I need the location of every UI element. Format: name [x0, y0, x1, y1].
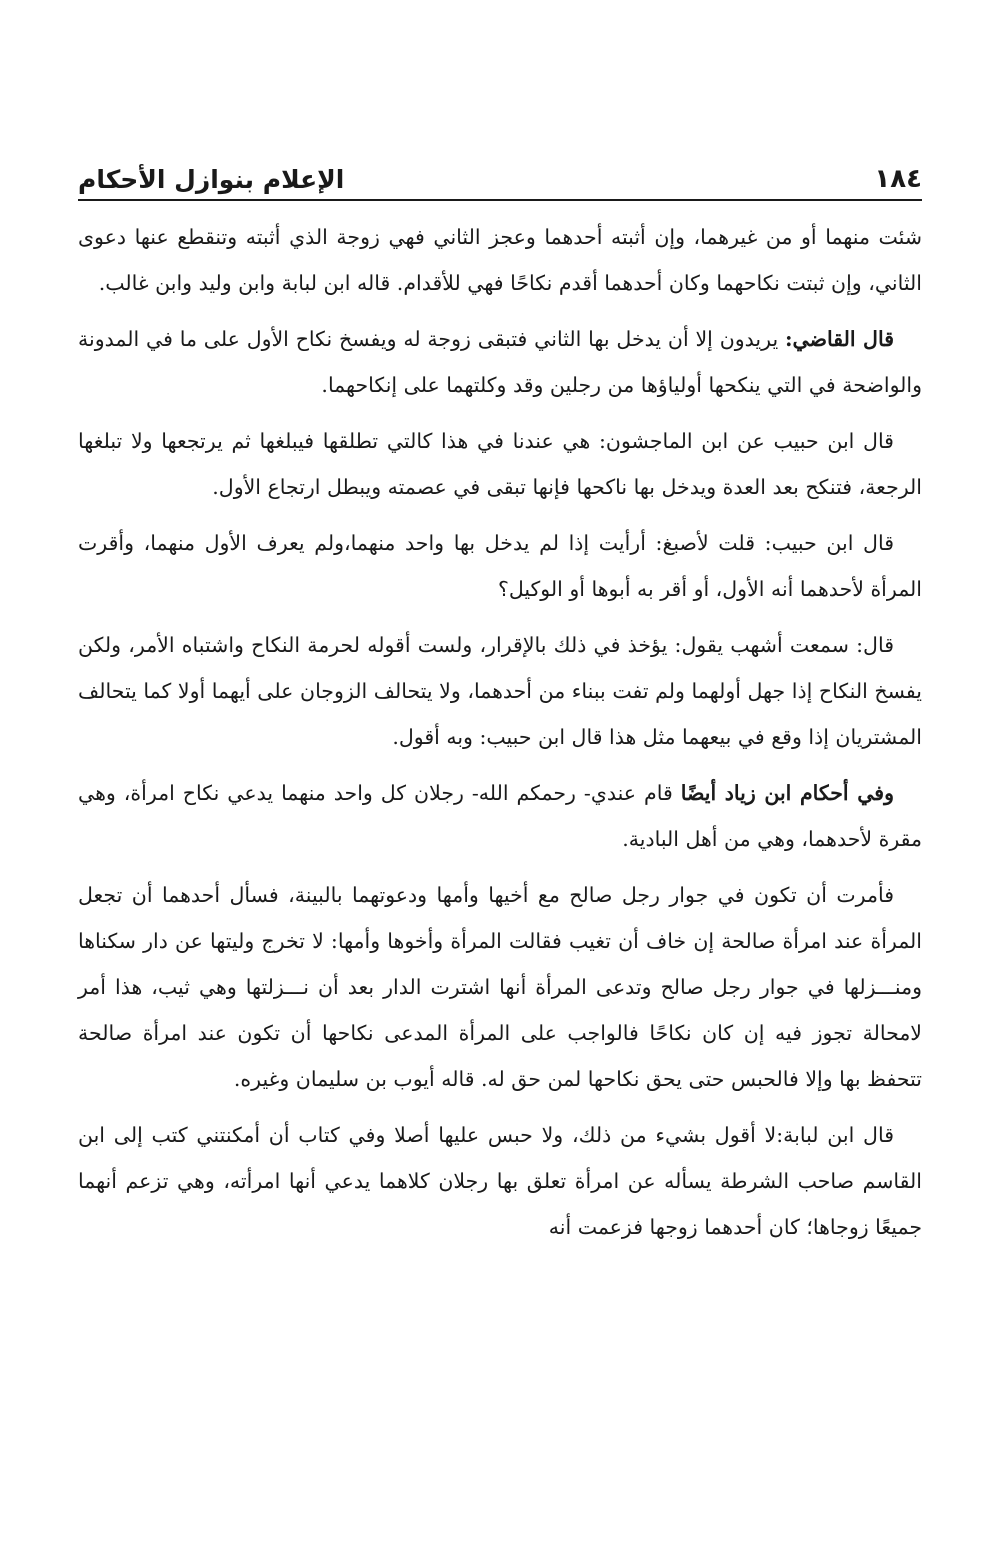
- paragraph-7: [78, 872, 922, 1102]
- body-text: [78, 214, 922, 1260]
- paragraph-1: [78, 214, 922, 306]
- paragraph-text: قال ابن لبابة:لا أقول بشيء من ذلك، ولا حبس عليها أصلا وفي كتاب أن أمكنتني كتب إلى ابن القاسم صاحب الشرطة يسأله عن امرأة تعلق بها رجلان كلاهما يدعي أنها امرأته، وهي تزعم أنهما جميعًا زوجاها؛ كان أحدهما زوجها فزعمت أنه: [78, 1123, 922, 1239]
- paragraph-lead: قال القاضي:: [784, 327, 894, 351]
- paragraph-text: فأمرت أن تكون في جوار رجل صالح مع أخيها وأمها ودعوتهما بالبينة، فسأل أحدهما أن تجعل المرأة عند امرأة صالحة إن خاف أن تغيب فقالت المرأة وأخوها وأمها: لا تخرج وليتها عن دار سكناها ومنـــزلها في جوار رجل صالح وتدعى المرأة أنها اشترت الدار بعد أن نـــزلتها وهي ثيب، هذا أمر لامحالة تجوز فيه إن كان نكاحًا فالواجب على المرأة المدعى نكاحها أن تكون عند امرأة صالحة تتحفظ بها وإلا فالحبس حتى يحق نكاحها لمن حق له. قاله أيوب بن سليمان وغيره.: [78, 883, 922, 1091]
- paragraph-3: [78, 418, 922, 510]
- paragraph-text: قال ابن حبيب عن ابن الماجشون: هي عندنا في هذا كالتي تطلقها فيبلغها ثم يرتجعها ولا تبلغها الرجعة، فتنكح بعد العدة ويدخل بها ناكحها فإنها تبقى في عصمته ويبطل ارتجاع الأول.: [78, 429, 922, 499]
- paragraph-6: [78, 770, 922, 862]
- book-title: الإعلام بنوازل الأحكام: [78, 165, 345, 194]
- paragraph-4: [78, 520, 922, 612]
- paragraph-5: [78, 622, 922, 760]
- paragraph-2: [78, 316, 922, 408]
- header-rule: [78, 199, 922, 201]
- paragraph-text: يريدون إلا أن يدخل بها الثاني فتبقى زوجة له ويفسخ نكاح الأول على ما في المدونة والواضحة في التي ينكحها أولياؤها من رجلين وقد وكلتهما على إنكاحهما.: [78, 327, 922, 397]
- paragraph-text: قام عندي- رحمكم الله- رجلان كل واحد منهما يدعي نكاح امرأة، وهي مقرة لأحدهما، وهي من أهل البادية.: [78, 781, 922, 851]
- paragraph-text: شئت منهما أو من غيرهما، وإن أثبته أحدهما وعجز الثاني فهي زوجة الذي أثبته وتنقطع عنها دعوى الثاني، وإن ثبتت نكاحهما وكان أحدهما أقدم نكاحًا فهي للأقدام. قاله ابن لبابة وابن وليد وابن غالب.: [78, 225, 922, 295]
- paragraph-text: قال: سمعت أشهب يقول: يؤخذ في ذلك بالإقرار، ولست أقوله لحرمة النكاح واشتباه الأمر، ولكن يفسخ النكاح إذا جهل أولهما ولم تفت ببناء من أحدهما، ولا يتحالف الزوجان على أيهما أولا كما يتحالف المشتريان إذا وقع في بيعهما مثل هذا قال ابن حبيب: وبه أقول.: [78, 633, 922, 749]
- running-header: [78, 148, 922, 194]
- paragraph-8: [78, 1112, 922, 1250]
- page-number: ١٨٤: [874, 164, 922, 194]
- paragraph-lead: وفي أحكام ابن زياد أيضًا: [680, 781, 894, 805]
- paragraph-text: قال ابن حبيب: قلت لأصبغ: أرأيت إذا لم يدخل بها واحد منهما،ولم يعرف الأول منهما، وأقرت المرأة لأحدهما أنه الأول، أو أقر به أبوها أو الوكيل؟: [78, 531, 922, 601]
